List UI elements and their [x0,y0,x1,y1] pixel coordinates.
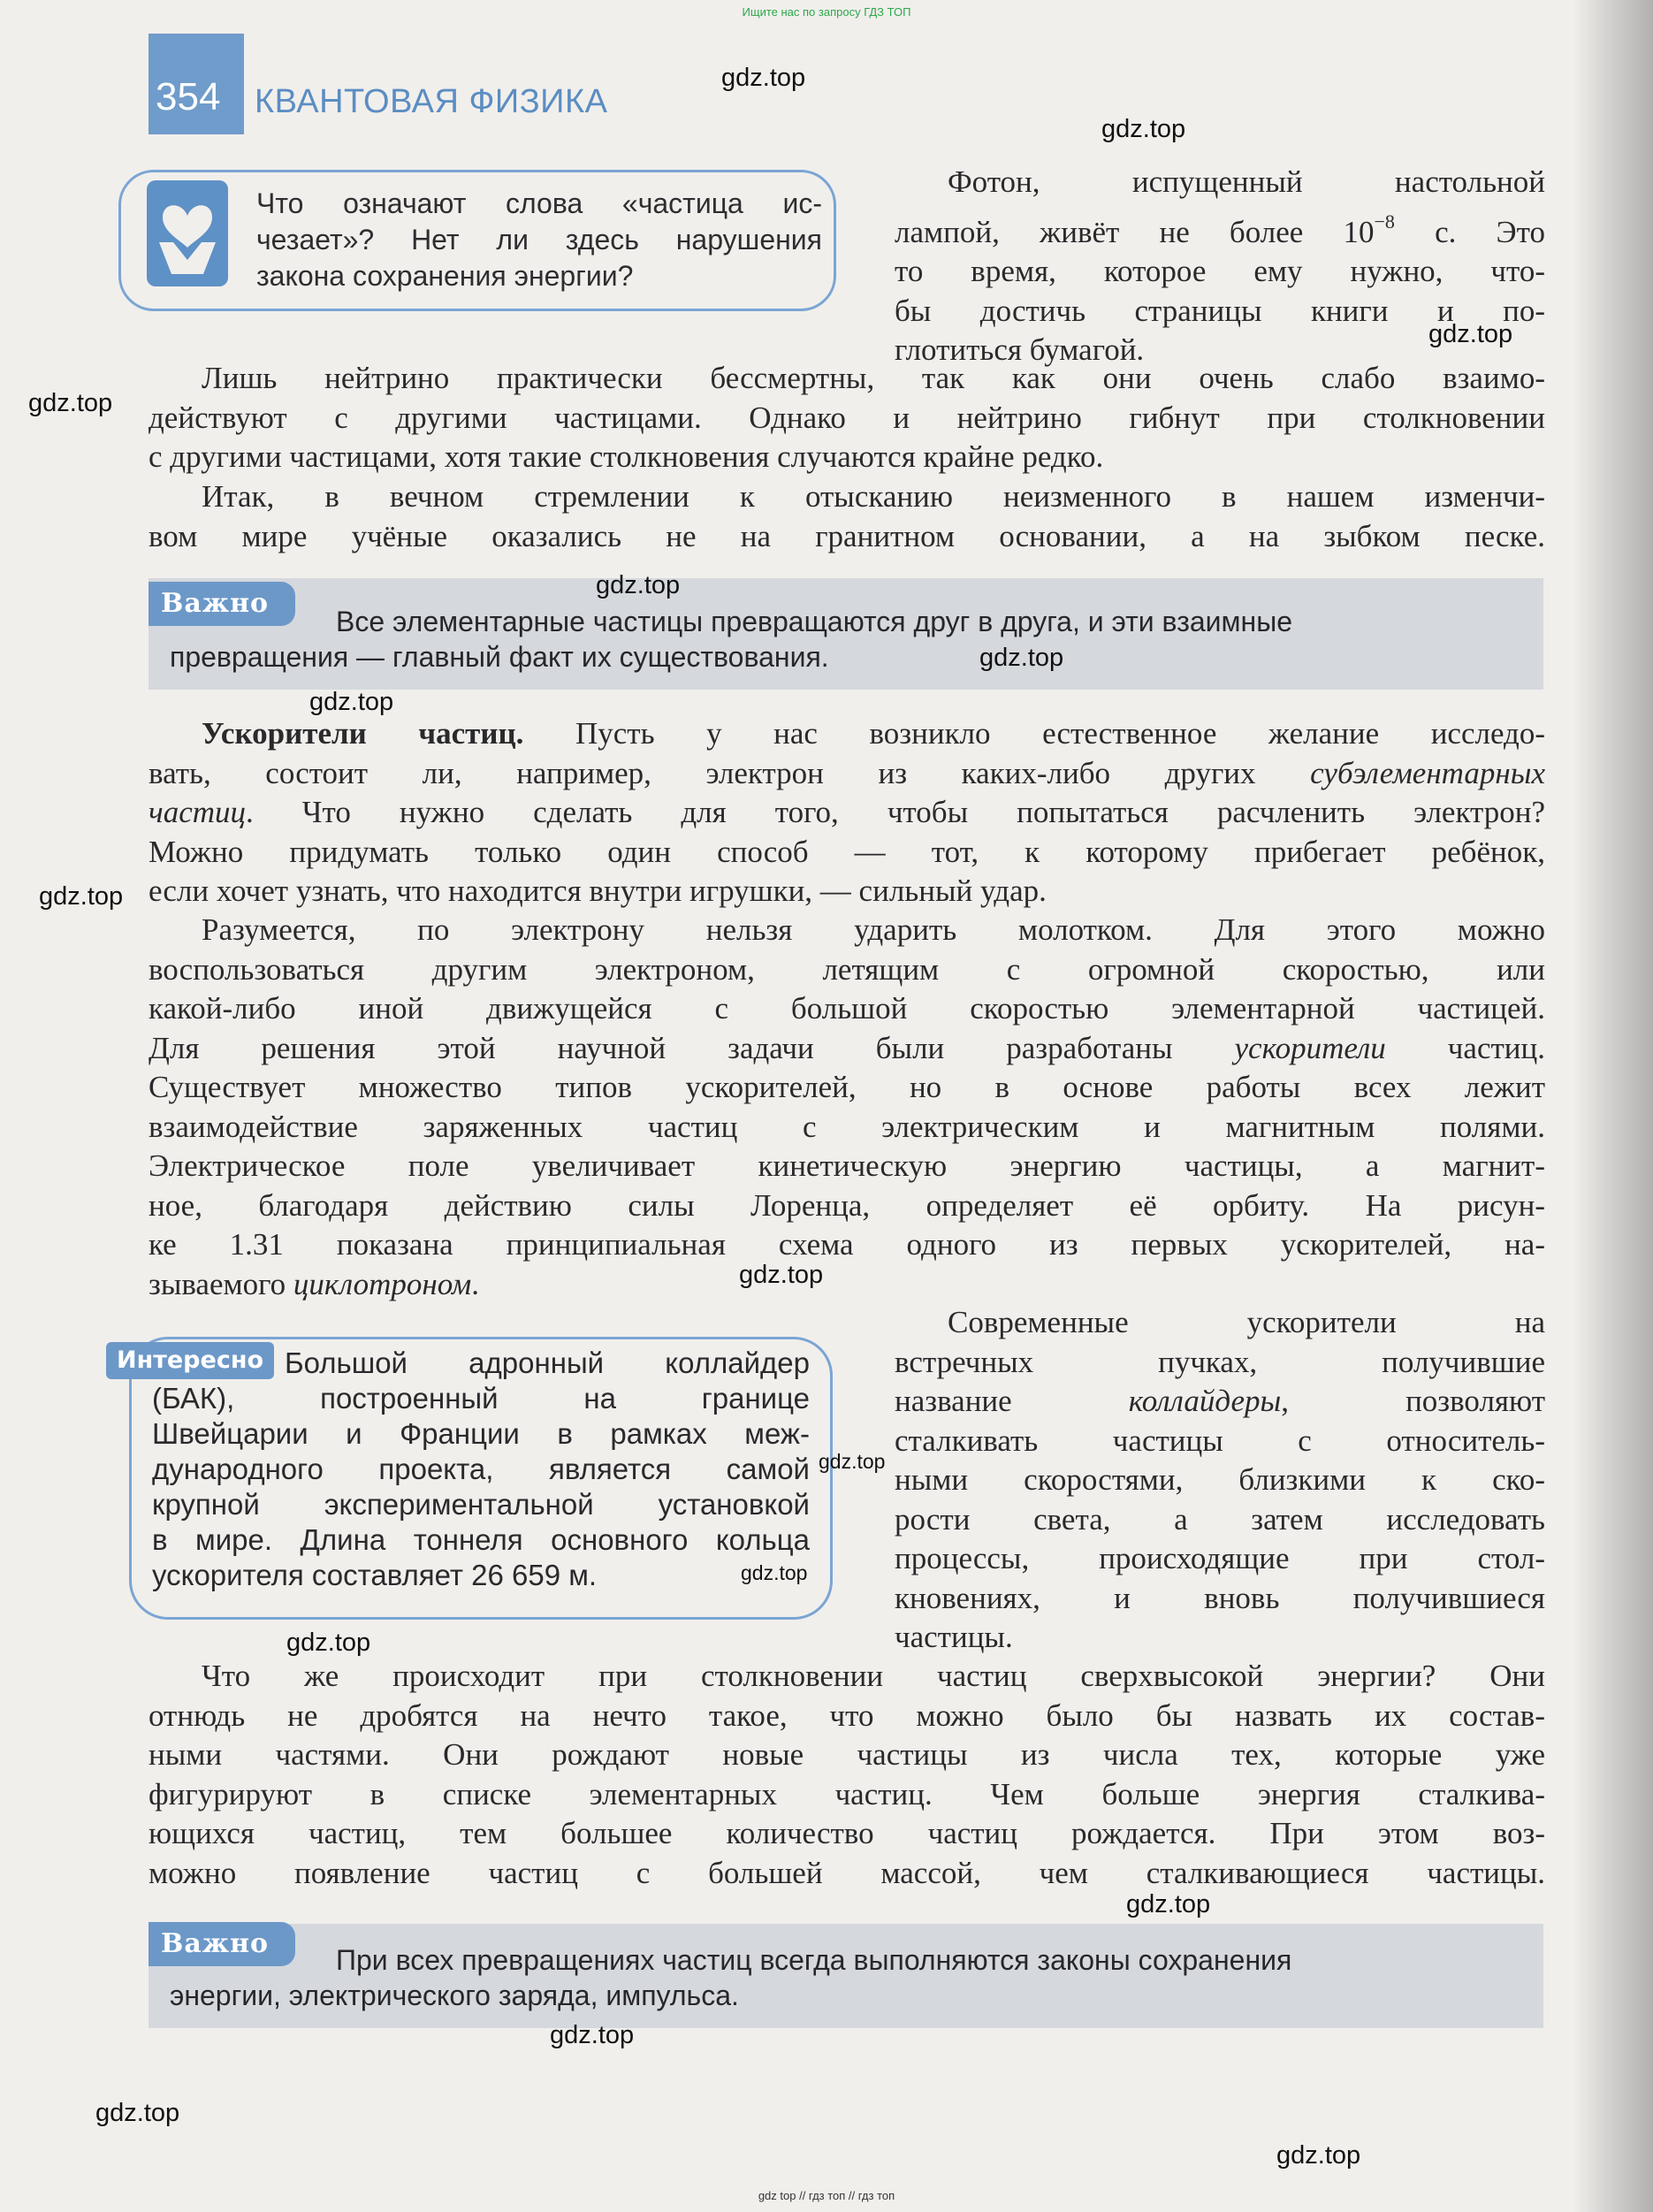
text-line: можно появление частиц с большей массой, чем сталкивающиеся частицы. [149,1855,1545,1890]
watermark: gdz.top [1276,2141,1361,2170]
text-line: отнюдь не дробятся на нечто такое, что можно было бы назвать их состав- [149,1697,1545,1733]
page-shadow-edge [1573,0,1653,2212]
text-line: если хочет узнать, что находится внутри игрушки, — сильный удар. [149,873,1047,908]
text-line: крупной экспериментальной установкой [152,1488,810,1521]
important-text-line: Все элементарные частицы превращаются друг в друга, и эти взаимные [336,606,1292,637]
important-text-line: превращения — главный факт их существования. [170,641,829,673]
question-line: закона сохранения энергии? [256,260,634,292]
text-line: ными скоростями, близкими к ско- [895,1462,1545,1497]
watermark: gdz.top [550,2021,635,2049]
watermark: gdz.top [979,644,1064,672]
text-line: с другими частицами, хотя такие столкновения случаются крайне редко. [149,439,1104,474]
neutrino-paragraph [149,359,1545,477]
watermark: gdz.top [721,64,806,92]
text-line: процессы, происходящие при стол- [895,1541,1545,1575]
important-label: Важно [149,582,295,626]
text-line: Современные ускорители на [948,1305,1545,1339]
collision-paragraph [149,1657,1545,1893]
bottom-banner[interactable]: gdz top // гдз топ // гдз топ [758,2189,895,2202]
text-line: лампой, живёт не более $10^{-8}$ с. Это [895,210,1545,249]
text-line: дународного проекта, является самой [152,1453,810,1485]
watermark: gdz.top [286,1628,371,1657]
watermark: gdz.top [819,1450,886,1473]
text-line: ными частями. Они рождают новые частицы из числа тех, которые уже [149,1737,1545,1772]
watermark: gdz.top [1126,1890,1211,1918]
watermark: gdz.top [596,571,681,599]
watermark: gdz.top [28,389,113,417]
text-line: частиц. Что нужно сделать для того, чтобы попытаться расчленить электрон? [149,795,1545,829]
watermark: gdz.top [739,1261,824,1289]
text-line: встречных пучках, получившие [895,1344,1545,1379]
text-line: фигурируют в списке элементарных частиц. Чем больше энергия сталкива- [149,1776,1545,1812]
text-line: ное, благодаря действию силы Лоренца, определяет её орбиту. На рисун- [149,1187,1545,1223]
important-text-line: При всех превращениях частиц всегда выполняются законы сохранения [336,1944,1292,1976]
section-heading: Ускорители частиц. [202,716,524,751]
text-line: Для решения этой научной задачи были разработаны ускорители частиц. [149,1030,1545,1065]
text-line: воспользоваться другим электроном, летящим с огромной скоростью, или [149,951,1545,987]
text-line: глотиться бумагой. [895,332,1145,367]
watermark: gdz.top [309,688,394,716]
text-line: Можно придумать только один способ — тот, к которому прибегает ребёнок, [149,834,1545,869]
text-line: ке 1.31 показана принципиальная схема одного из первых ускорителей, на- [149,1227,1545,1262]
watermark: gdz.top [1428,320,1513,348]
watermark: gdz.top [39,882,124,911]
page-number: 354 [156,75,221,118]
text-line: Лишь нейтрино практически бессмертны, так как они очень слабо взаимо- [202,361,1545,395]
text-line: название коллайдеры, позволяют [895,1384,1545,1418]
text-line: взаимодействие заряженных частиц с электрическим и магнитным полями. [149,1109,1545,1144]
question-line: Что означают слова «частица ис- [256,187,822,219]
text-line: Ускорители частиц. Пусть у нас возникло естественное желание исследо- [202,716,1546,751]
text-line: ускорителя составляет 26 659 м. [152,1559,598,1591]
text-line: Фотон, испущенный настольной [948,164,1545,199]
question-line: чезает»? Нет ли здесь нарушения [256,224,822,256]
text-line: Что же происходит при столкновении частиц сверхвысокой энергии? Они [202,1659,1545,1693]
text-line: частицы. [895,1620,1013,1654]
watermark: gdz.top [95,2099,180,2127]
interesting-label: Интересно [106,1342,274,1379]
text-line: бы достичь страницы книги и по- [895,293,1545,328]
text-line: вом мире учёные оказались не на гранитном основании, а на зыбком песке. [149,518,1545,553]
text-line: зываемого циклотроном. [149,1266,480,1301]
text-line: в мире. Длина тоннеля основного кольца [152,1523,810,1556]
interesting-text [152,1346,810,1593]
itak-paragraph [149,477,1545,556]
text-line: Швейцарии и Франции в рамках меж- [152,1417,810,1450]
text-line: Электрическое поле увеличивает кинетическую энергию частицы, а магнит- [149,1148,1545,1183]
text-line: ющихся частиц, тем большее количество частиц рождается. При этом воз- [149,1816,1545,1850]
razumeetsya-paragraph [149,911,1545,1304]
text-line: Существует множество типов ускорителей, но в основе работы всех лежит [149,1070,1545,1104]
question-text [256,186,822,294]
colliders-paragraph [895,1303,1545,1658]
top-banner[interactable]: Ищите нас по запросу ГДЗ ТОП [742,5,911,19]
watermark: gdz.top [741,1561,808,1584]
text-line: (БАК), построенный на границе [152,1382,810,1415]
text-line: Итак, в вечном стремлении к отысканию неизменного в нашем изменчи- [202,479,1545,514]
text-line: сталкивать частицы с относитель- [895,1423,1545,1458]
text-line: рости света, а затем исследовать [895,1501,1545,1537]
text-line: кновениях, и вновь получившиеся [895,1580,1545,1615]
text-line: вать, состоит ли, например, электрон из каких-либо других субэлементарных [149,755,1545,790]
heart-hands-icon [147,180,228,286]
text-line: Большой адронный коллайдер [285,1346,810,1379]
text-line: какой-либо иной движущейся с большой скоростью элементарной частицей. [149,991,1545,1026]
section-title: КВАНТОВАЯ ФИЗИКА [255,83,608,120]
text-line: Разумеется, по электрону нельзя ударить молотком. Для этого можно [202,912,1545,947]
text-line: действуют с другими частицами. Однако и нейтрино гибнут при столкновении [149,400,1545,435]
important-text-line: энергии, электрического заряда, импульса. [170,1979,739,2011]
watermark: gdz.top [1101,115,1186,143]
accelerators-paragraph [149,714,1545,911]
important-label: Важно [149,1922,295,1966]
text-line: то время, которое ему нужно, что- [895,254,1545,288]
